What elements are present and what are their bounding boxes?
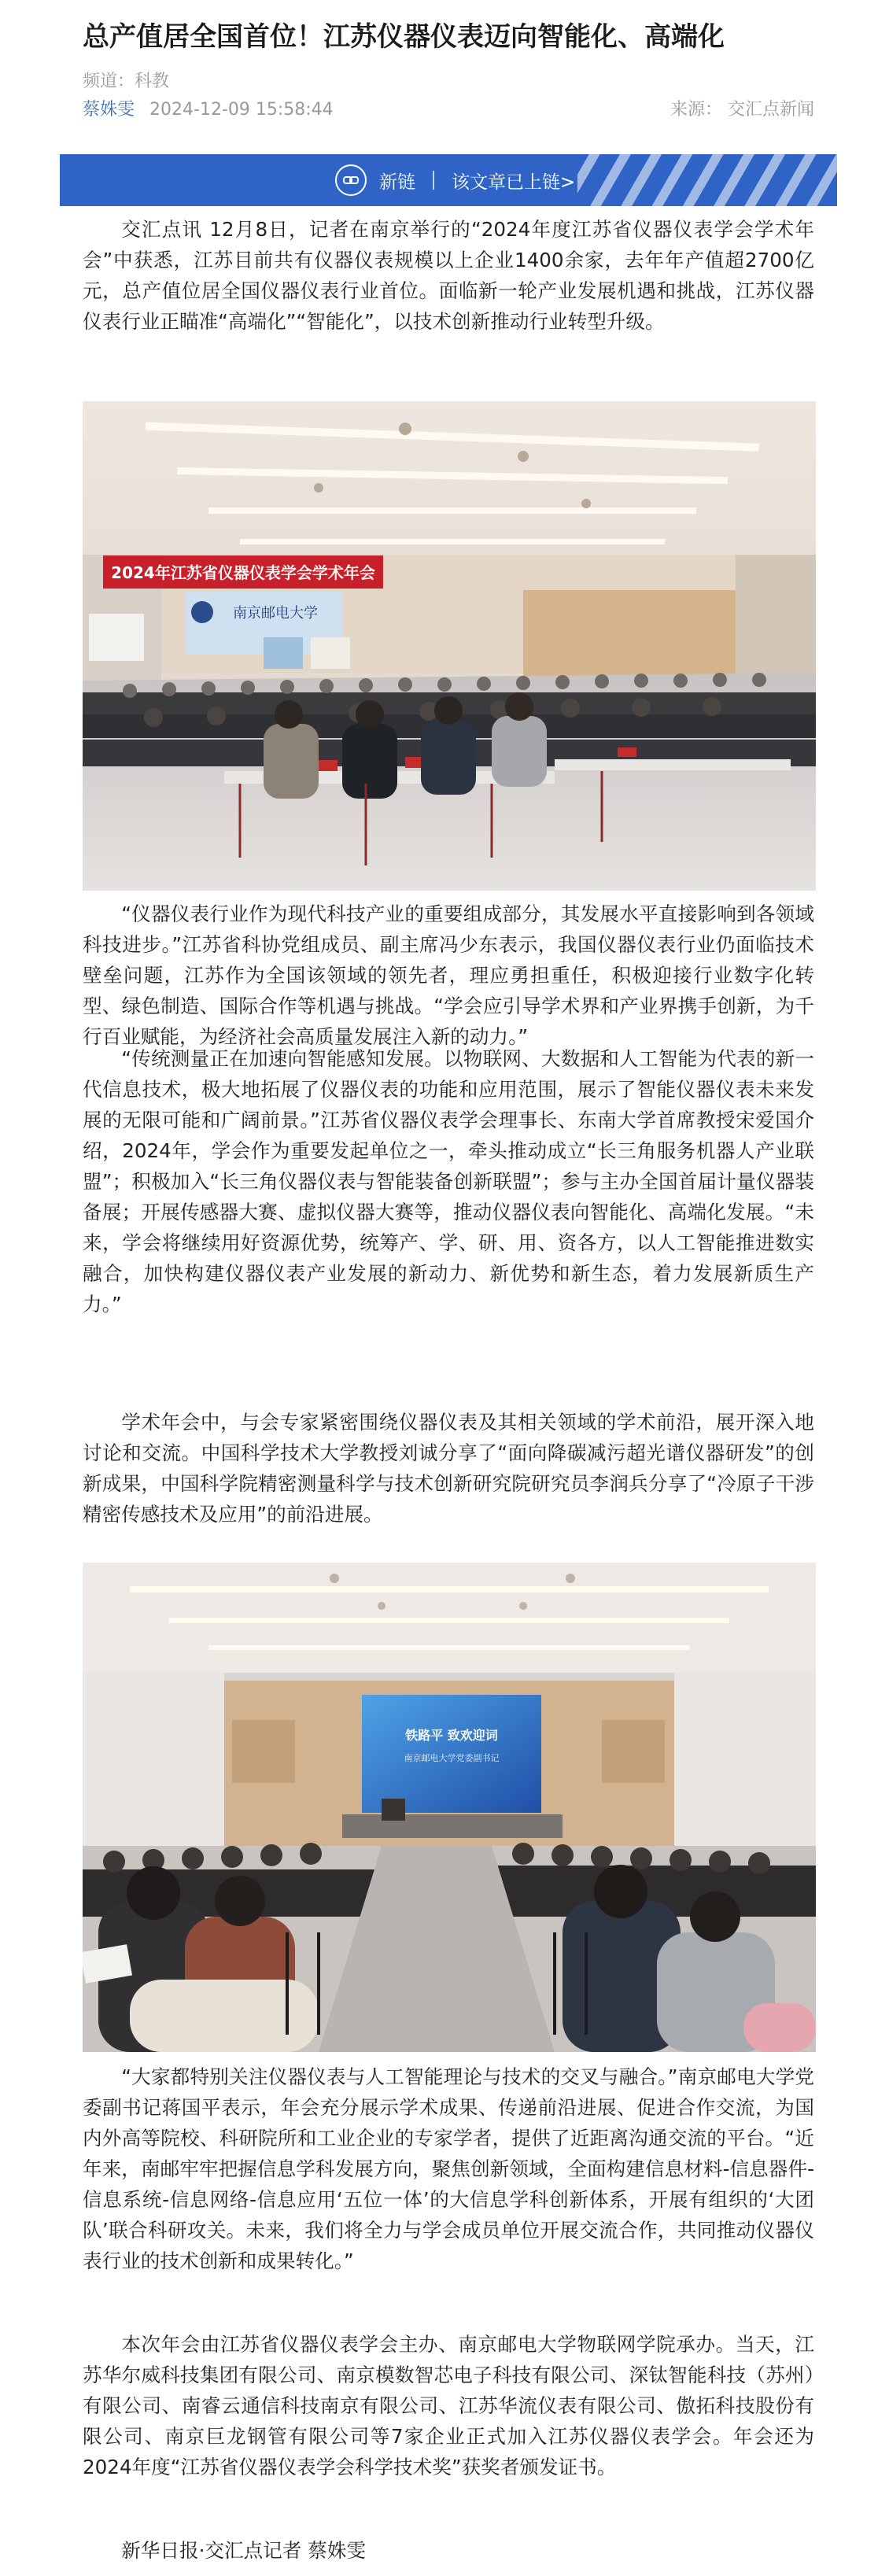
publish-time: 2024-12-09 15:58:44 bbox=[149, 100, 334, 120]
chain-icon bbox=[335, 164, 367, 196]
paragraph-3: “传统测量正在加速向智能感知发展。以物联网、大数据和人工智能为代表的新一代信息技术，极大地拓展了仪器仪表的功能和应用范围，展示了智能仪器仪表未来发展的无限可能和广阔前景。”江苏省仪器仪表学会理事长、东南大学首席教授宋爱国介绍，2024年，学会作为重要发起单位之一，牵头推动成立“长三角服务机器人产业联盟”；积极加入“长三角仪器仪表与智能装备创新联盟”；参与主办全国首届计量仪器装备展；开展传感器大赛、虚拟仪器大赛等，推动仪器仪表向智能化、高端化发展。“未来，学会将继续用好资源优势，统筹产、学、研、用、资各方，以人工智能推进数实融合，加快构建仪器仪表产业发展的新动力、新优势和新生态，着力发展新质生产力。” bbox=[83, 1047, 814, 1316]
paragraph-1: 交汇点讯 12月8日，记者在南京举行的“2024年度江苏省仪器仪表学会学术年会”中获悉，江苏目前共有仪器仪表规模以上企业1400余家，去年年产值超2700亿元，总产值位居全国仪器仪表行业首位。面临新一轮产业发展机遇和挑战，江苏仪器仪表行业正瞄准“高端化”“智能化”，以技术创新推动行业转型升级。 bbox=[83, 218, 814, 333]
conference-photo-1 bbox=[83, 401, 816, 891]
article-title: 总产值居全国首位！江苏仪器仪表迈向智能化、高端化 bbox=[83, 21, 725, 53]
article-channel: 频道：科教 bbox=[83, 72, 170, 91]
paragraph-2: “仪器仪表行业作为现代科技产业的重要组成部分，其发展水平直接影响到各领域科技进步。”江苏省科协党组成员、副主席冯少东表示，我国仪器仪表行业仍面临技术壁垒问题，江苏作为全国该领域的领先者，理应勇担重任，积极迎接行业数字化转型、绿色制造、国际合作等机遇与挑战。“学会应引导学术界和产业界携手创新，为千行百业赋能，为经济社会高质量发展注入新的动力。” bbox=[83, 902, 814, 1048]
hall-emblem-text: 南京邮电大学 bbox=[233, 605, 318, 622]
banner-link[interactable]: 该文章已上链> bbox=[452, 172, 576, 193]
article-signoff: 新华日报·交汇点记者 蔡姝雯 bbox=[121, 2539, 366, 2562]
screen-title-text: 铁路平 致欢迎词 bbox=[405, 1728, 498, 1743]
banner-stripes bbox=[577, 154, 837, 206]
hall-banner-text: 2024年江苏省仪器仪表学会学术年会 bbox=[111, 563, 375, 582]
paragraph-4: 学术年会中，与会专家紧密围绕仪器仪表及其相关领域的学术前沿，展开深入地讨论和交流。中国科学技术大学教授刘诚分享了“面向降碳减污超光谱仪器研发”的创新成果，中国科学院精密测量科学与技术创新研究院研究员李润兵分享了“冷原子干涉精密传感技术及应用”的前沿进展。 bbox=[83, 1411, 814, 1526]
screen-sub-text: 南京邮电大学党委副书记 bbox=[404, 1753, 500, 1763]
banner-content bbox=[335, 154, 575, 206]
banner-divider bbox=[433, 171, 434, 190]
article-meta bbox=[83, 98, 814, 123]
banner-new-label: 新链 bbox=[379, 172, 415, 193]
paragraph-6: 本次年会由江苏省仪器仪表学会主办、南京邮电大学物联网学院承办。当天，江苏华尔威科技集团有限公司、南京模数智芯电子科技有限公司、深钛智能科技（苏州）有限公司、南睿云通信科技南京有限公司、江苏华流仪表有限公司、傲拓科技股份有限公司、南京巨龙钢管有限公司等7家企业正式加入江苏仪器仪表学会。年会还为2024年度“江苏省仪器仪表学会科学技术奖”获奖者颁发证书。 bbox=[83, 2333, 814, 2478]
author-link[interactable]: 蔡姝雯 bbox=[83, 100, 135, 120]
paragraph-5: “大家都特别关注仪器仪表与人工智能理论与技术的交叉与融合。”南京邮电大学党委副书记蒋国平表示，年会充分展示学术成果、传递前沿进展、促进合作交流，为国内外高等院校、科研院所和工业企业的专家学者，提供了近距离沟通交流的平台。“近年来，南邮牢牢把握信息学科发展方向，聚焦创新领域，全面构建信息材料-信息器件-信息系统-信息网络-信息应用‘五位一体’的大信息学科创新体系，开展有组织的‘大团队’联合科研攻关。未来，我们将全力与学会成员单位开展交流合作，共同推动仪器仪表行业的技术创新和成果转化。” bbox=[83, 2065, 814, 2272]
conference-photo-2 bbox=[83, 1563, 816, 2052]
blockchain-banner[interactable] bbox=[60, 154, 837, 206]
byline bbox=[83, 98, 334, 123]
article-source: 来源： 交汇点新闻 bbox=[670, 100, 814, 120]
